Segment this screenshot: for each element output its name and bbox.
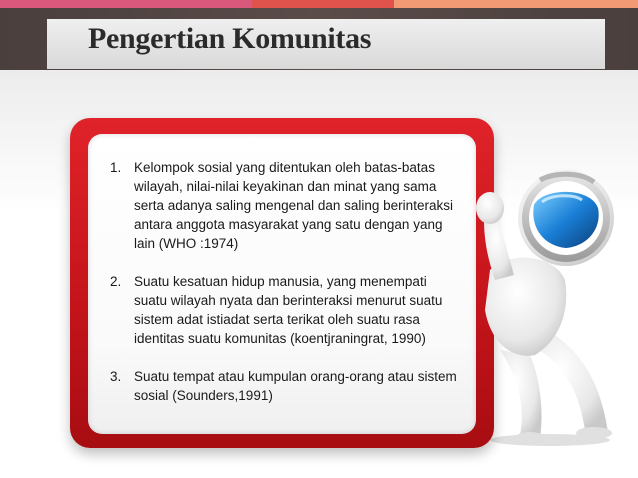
list-item-number: 3. — [110, 369, 122, 384]
top-accent-segment-pink — [0, 0, 252, 8]
definition-list — [110, 158, 460, 424]
top-accent-segment-red — [252, 0, 394, 8]
top-accent-segment-orange — [394, 0, 638, 8]
list-item-number: 1. — [110, 160, 122, 175]
list-item-text: Suatu tempat atau kumpulan orang-orang atau sistem sosial (Sounders,1991) — [134, 369, 457, 403]
3d-figure-with-helmet-icon — [470, 150, 638, 450]
list-item-text: Suatu kesatuan hidup manusia, yang menempati suatu wilayah nyata dan berinteraksi menurut suatu sistem adat istiadat serta terikat oleh suatu rasa identitas suatu komunitas (koentjraningrat, 1990) — [134, 274, 443, 346]
list-item — [110, 158, 460, 253]
list-item — [110, 272, 460, 348]
list-item-text: Kelompok sosial yang ditentukan oleh batas-batas wilayah, nilai-nilai keyakinan dan minat yang sama serta adanya saling mengenal dan saling berinteraksi antara anggota masyarakat yang satu dengan yang lain (WHO :1974) — [134, 160, 453, 251]
list-item-number: 2. — [110, 274, 122, 289]
page-title: Pengertian Komunitas — [88, 22, 372, 55]
top-accent-bar — [0, 0, 638, 8]
list-item — [110, 367, 460, 405]
